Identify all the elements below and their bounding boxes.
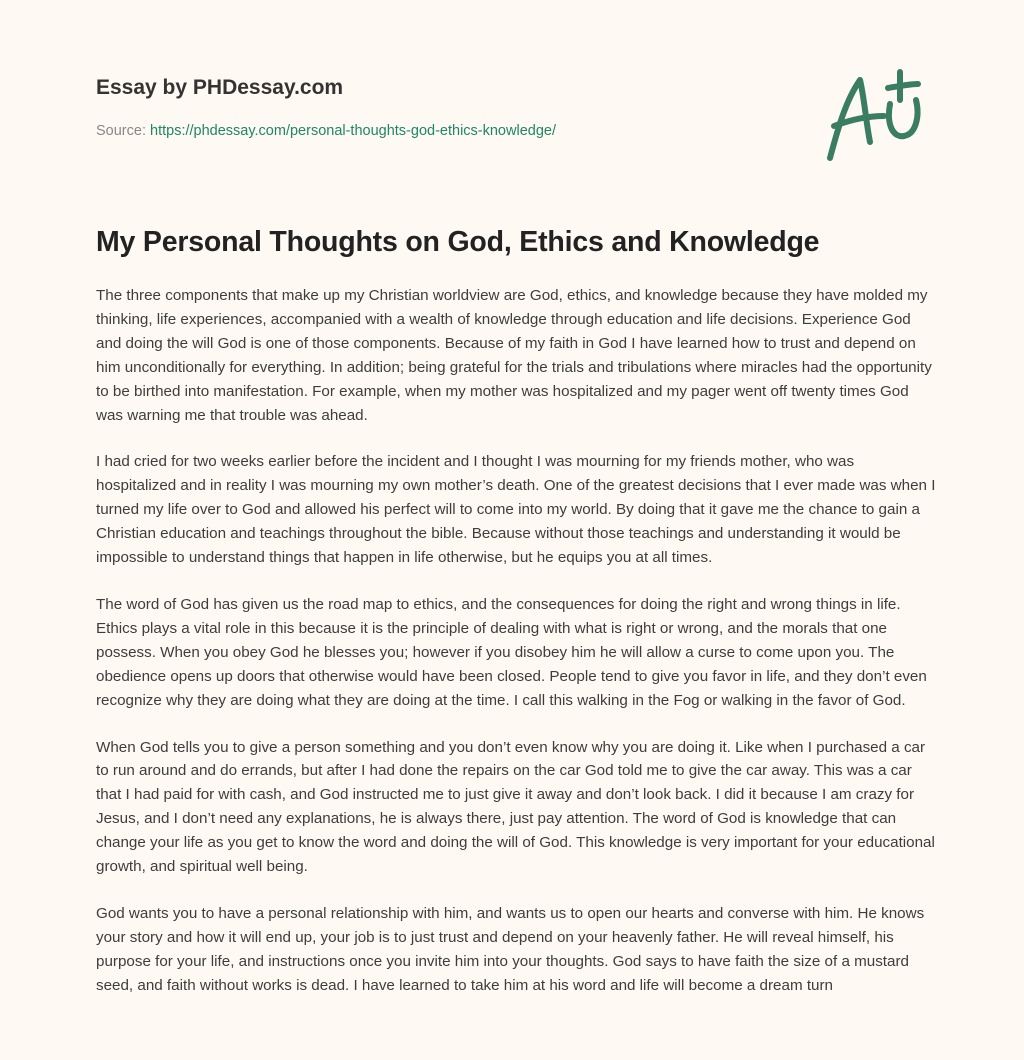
- site-title: Essay by PHDessay.com: [96, 76, 344, 99]
- source-label: Source:: [96, 123, 146, 139]
- essay-body: [96, 284, 936, 1021]
- source-link[interactable]: https://phdessay.com/personal-thoughts-god-ethics-knowledge/: [150, 123, 556, 139]
- essay-paragraph: I had cried for two weeks earlier before the incident and I thought I was mourning for my friends mother, who was hospitalized and in reality I was mourning my own mother’s death. One of the greatest decisions that I ever made was when I turned my life over to God and allowed his perfect will to come into my world. By doing that it gave me the chance to gain a Christian education and teachings throughout the bible. Because without those teachings and understanding it would be impossible to understand things that happen in life otherwise, but he equips you at all times.: [96, 453, 936, 567]
- source-line: [96, 123, 556, 139]
- essay-paragraph: The word of God has given us the road map to ethics, and the consequences for doing the right and wrong things in life. Ethics plays a vital role in this because it is the principle of dealing with what is right or wrong, and the morals that one possess. When you obey God he blesses you; however if you disobey him he will allow a curse to come upon you. The obedience opens up doors that otherwise would have been closed. People tend to give you favor in life, and they don’t even recognize why they are doing what they are doing at the time. I call this walking in the Fog or walking in the favor of God.: [96, 595, 927, 709]
- essay-title: My Personal Thoughts on God, Ethics and Knowledge: [96, 226, 820, 258]
- essay-paragraph: God wants you to have a personal relationship with him, and wants us to open our hearts and converse with him. He knows your story and how it will end up, your job is to just trust and depend on your heavenly father. He will reveal himself, his purpose for your life, and instructions once you invite him into your thoughts. God says to have faith the size of a mustard seed, and faith without works is dead. I have learned to take him at his word and life will become a dream turn: [96, 904, 925, 994]
- a-plus-logo-icon: [820, 66, 930, 166]
- essay-paragraph: When God tells you to give a person something and you don’t even know why you are doing it. Like when I purchased a car to run around and do errands, but after I had done the repairs on the car God told me to give the car away. This was a car that I had paid for with cash, and God instructed me to just give it away and don’t look back. I did it because I am crazy for Jesus, and I don’t need any explanations, he is always there, just pay attention. The word of God is knowledge that can change your life as you get to know the word and doing the will of God. This knowledge is very important for your educational growth, and spiritual well being.: [96, 738, 935, 876]
- essay-paragraph: The three components that make up my Christian worldview are God, ethics, and knowledge because they have molded my thinking, life experiences, accompanied with a wealth of knowledge through education and life decisions. Experience God and doing the will God is one of those components. Because of my faith in God I have learned how to trust and depend on him unconditionally for everything. In addition; being grateful for the trials and tribulations where miracles had the opportunity to be birthed into manifestation. For example, when my mother was hospitalized and my pager went off twenty times God was warning me that trouble was ahead.: [96, 287, 932, 424]
